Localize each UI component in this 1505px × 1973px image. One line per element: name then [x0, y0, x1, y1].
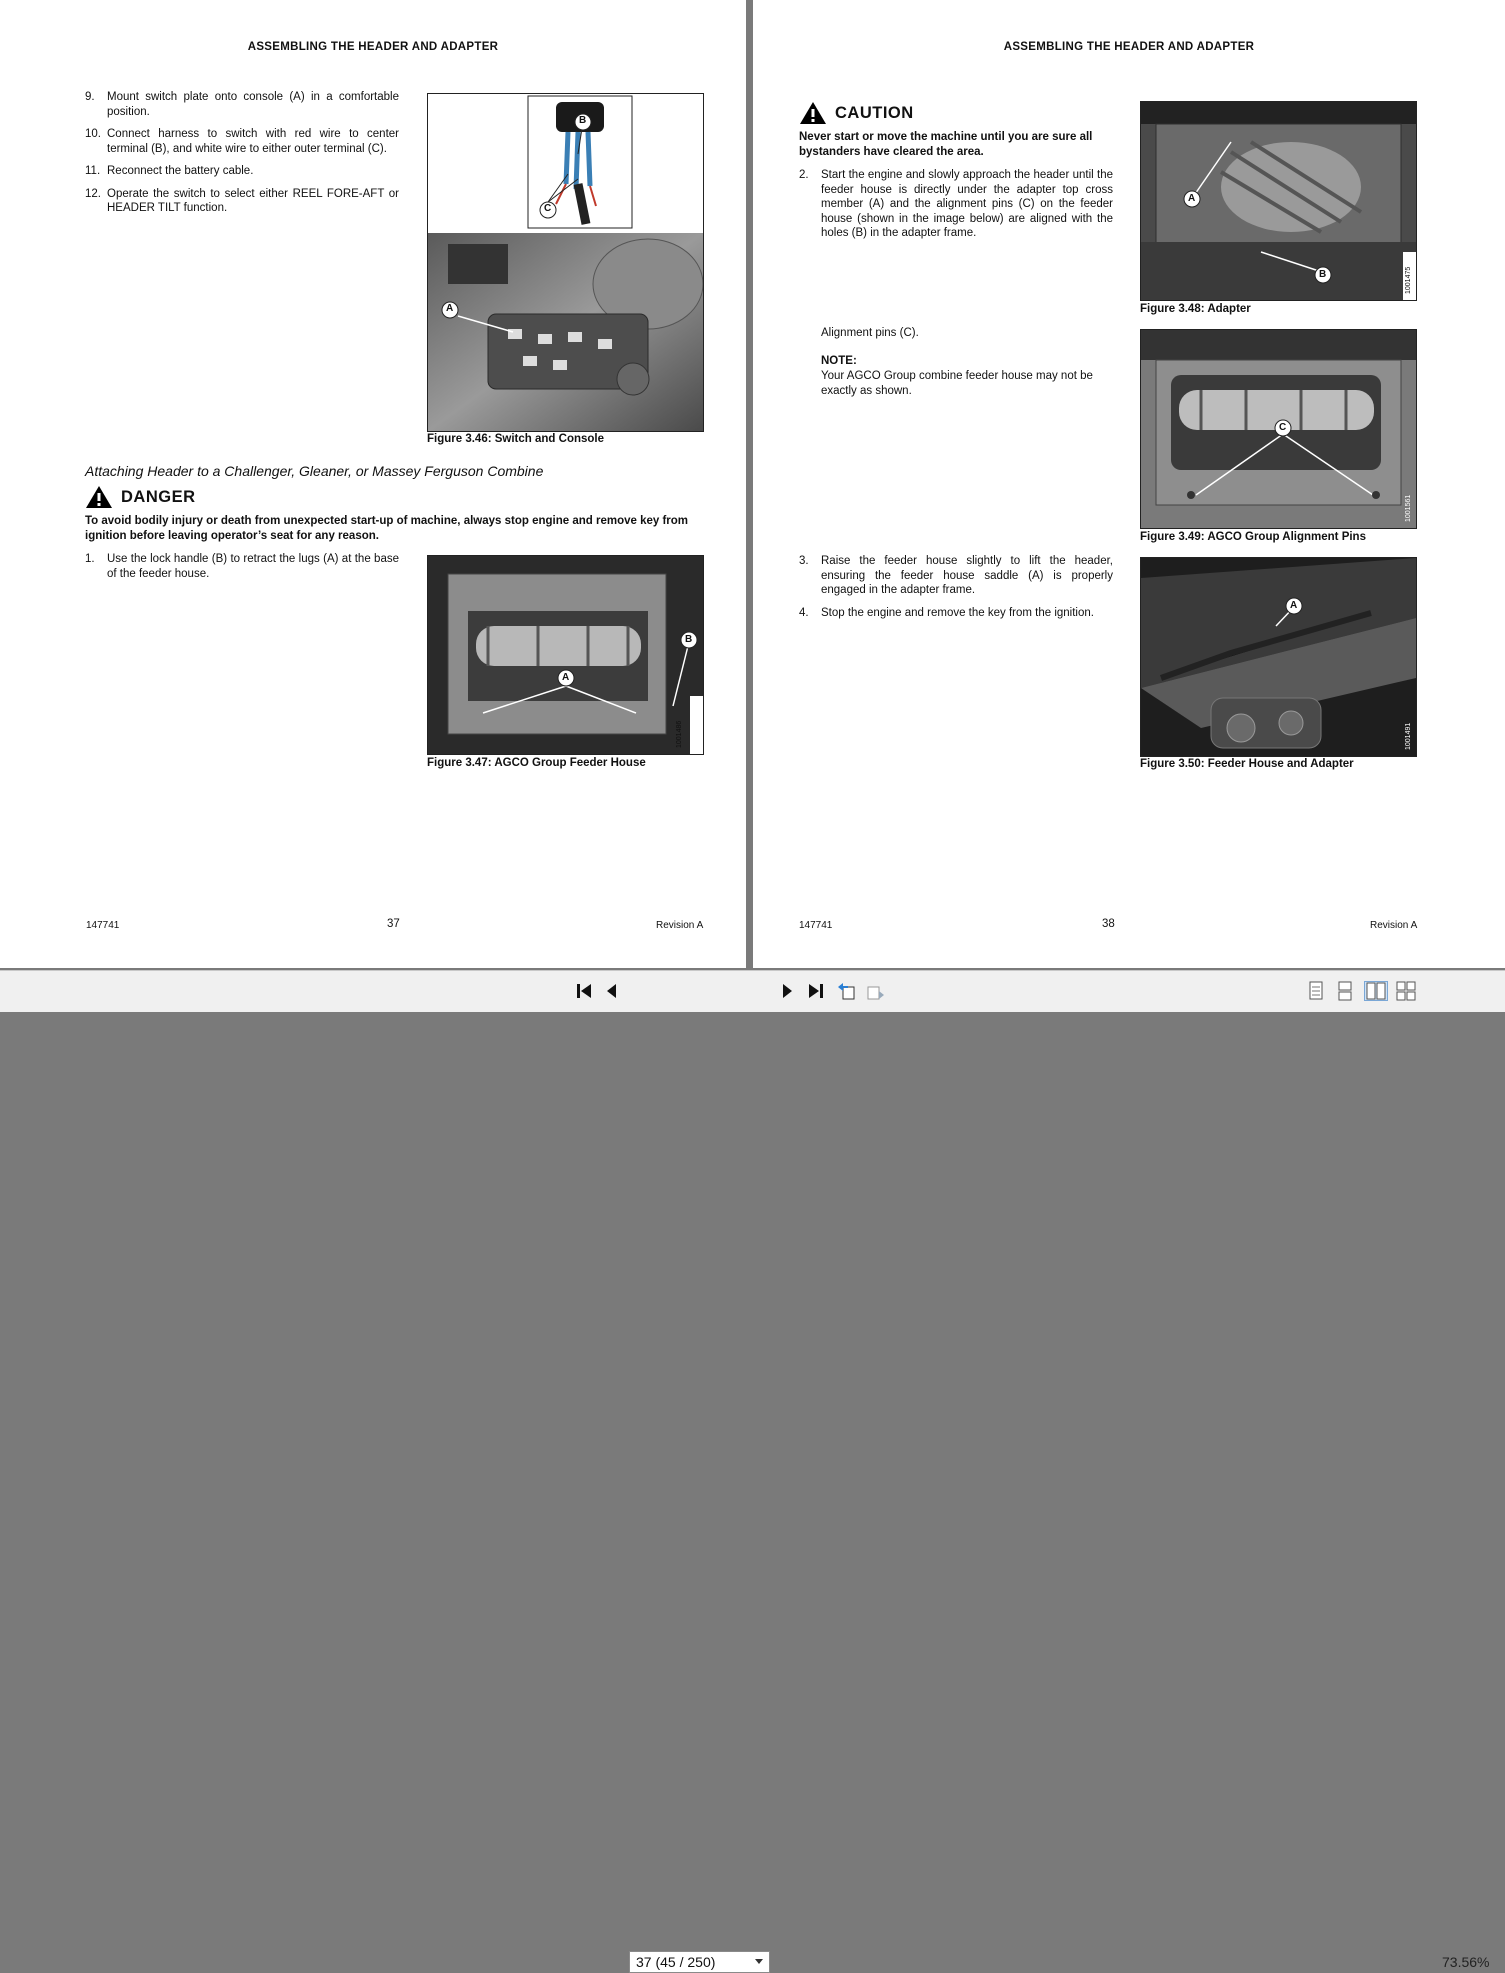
footer-doc-number: 147741: [86, 920, 120, 931]
alignment-pins-text: Alignment pins (C).: [821, 327, 919, 339]
figure-3-49: [1140, 329, 1417, 529]
step-item: 1. Use the lock handle (B) to retract the lugs (A) at the base of the feeder house.: [85, 553, 399, 580]
previous-page-icon: [603, 982, 621, 1000]
viewer-toolbar: [0, 970, 1505, 1970]
footer-page-number: 37: [387, 918, 400, 930]
callout-label: A: [1290, 600, 1298, 611]
figure-3-47: [427, 555, 704, 755]
figure-3-50: [1140, 557, 1417, 757]
left-page: [0, 0, 746, 968]
footer-revision: Revision A: [656, 920, 704, 931]
facing-pages-icon: [1366, 982, 1386, 1000]
warning-triangle-icon: [799, 101, 827, 125]
steps-list-bottom: [85, 552, 399, 589]
page-header: ASSEMBLING THE HEADER AND ADAPTER: [247, 41, 499, 53]
figure-caption: Figure 3.50: Feeder House and Adapter: [1140, 758, 1354, 770]
figure-id: 1001486: [676, 720, 683, 748]
callout-label: A: [446, 303, 454, 314]
callout-label: B: [1319, 269, 1327, 280]
step-item: 9. Mount switch plate onto console (A) in a comfortable position.: [85, 91, 399, 118]
figure-caption: Figure 3.47: AGCO Group Feeder House: [427, 757, 646, 769]
feeder-house-adapter-illustration: [1141, 558, 1416, 756]
callout-label: B: [579, 115, 587, 126]
callout-label: C: [544, 203, 552, 214]
back-view-icon: [836, 981, 856, 1001]
callout-label: A: [1188, 193, 1196, 204]
step-item: 11. Reconnect the battery cable.: [85, 165, 254, 177]
page-number-select[interactable]: [629, 1951, 770, 1973]
steps-list-bottom: [799, 554, 1113, 628]
figure-caption: Figure 3.48: Adapter: [1140, 303, 1251, 315]
adapter-illustration: [1141, 102, 1416, 300]
callout-label: C: [1279, 422, 1287, 433]
figure-3-46: [427, 93, 704, 432]
steps-list-top: [85, 90, 399, 224]
forward-view-icon: [866, 981, 886, 1001]
figure-3-48: [1140, 101, 1417, 301]
right-page: [753, 0, 1505, 968]
go-forward-view-button[interactable]: [866, 981, 886, 1001]
previous-page-button[interactable]: [602, 981, 622, 1001]
continuous-facing-icon: [1396, 981, 1416, 1001]
first-page-button[interactable]: [574, 981, 594, 1001]
single-page-view-button[interactable]: [1306, 981, 1326, 1001]
step-item: 2. Start the engine and slowly approach the header until the feeder house is directly under the adapter top cross member (A) and the alignment pins (C) on the feeder house (shown in the image below) are aligned with the holes (B) in the adapter frame.: [799, 169, 1113, 239]
page-header: ASSEMBLING THE HEADER AND ADAPTER: [1003, 41, 1255, 53]
figure-id: 1001475: [1405, 266, 1412, 294]
step-item: 12. Operate the switch to select either REEL FORE-AFT or HEADER TILT function.: [85, 187, 399, 214]
caution-text: Never start or move the machine until you are sure all bystanders have cleared the area.: [799, 131, 1093, 158]
last-page-button[interactable]: [806, 981, 826, 1001]
figure-id: 1001561: [1405, 494, 1412, 522]
next-page-icon: [778, 982, 796, 1000]
danger-heading: DANGER: [85, 485, 196, 509]
go-back-view-button[interactable]: [836, 981, 856, 1001]
continuous-view-button[interactable]: [1335, 981, 1355, 1001]
callout-label: B: [685, 634, 693, 645]
steps-list-step2: [799, 168, 1113, 249]
step-item: 3. Raise the feeder house slightly to lift the header, ensuring the feeder house saddle (A) is properly engaged in the adapter frame.: [799, 555, 1113, 596]
zoom-level[interactable]: 73.56%: [1442, 1954, 1490, 1970]
switch-console-illustration: [428, 94, 703, 431]
footer-page-number: 38: [1102, 918, 1115, 930]
callout-label: A: [562, 672, 570, 683]
facing-view-button[interactable]: [1364, 981, 1388, 1001]
step-item: 4. Stop the engine and remove the key from the ignition.: [799, 606, 1094, 619]
footer-revision: Revision A: [1370, 920, 1418, 931]
danger-text: To avoid bodily injury or death from unexpected start-up of machine, always stop engine and remove key from ignition before leaving operator’s seat for any reason.: [85, 515, 689, 542]
step-item: 10. Connect harness to switch with red wire to center terminal (B), and white wire to either outer terminal (C).: [85, 128, 399, 155]
feeder-house-illustration: [428, 556, 703, 754]
figure-caption: Figure 3.46: Switch and Console: [427, 433, 605, 445]
note-text: Your AGCO Group combine feeder house may not be exactly as shown.: [821, 370, 1093, 397]
warning-triangle-icon: [85, 485, 113, 509]
section-subheading: Attaching Header to a Challenger, Gleaner, or Massey Ferguson Combine: [85, 463, 544, 479]
continuous-page-icon: [1337, 981, 1353, 1001]
continuous-facing-view-button[interactable]: [1396, 981, 1416, 1001]
next-page-button[interactable]: [777, 981, 797, 1001]
single-page-icon: [1308, 981, 1324, 1001]
caution-heading: CAUTION: [799, 101, 914, 125]
figure-id: 1001491: [1405, 722, 1412, 750]
note-label: NOTE:: [821, 355, 857, 367]
chevron-down-icon: [755, 1959, 763, 1965]
page-number-value: 37 (45 / 250): [636, 1954, 716, 1970]
first-page-icon: [575, 982, 593, 1000]
footer-doc-number: 147741: [799, 920, 833, 931]
last-page-icon: [807, 982, 825, 1000]
figure-caption: Figure 3.49: AGCO Group Alignment Pins: [1140, 531, 1366, 543]
